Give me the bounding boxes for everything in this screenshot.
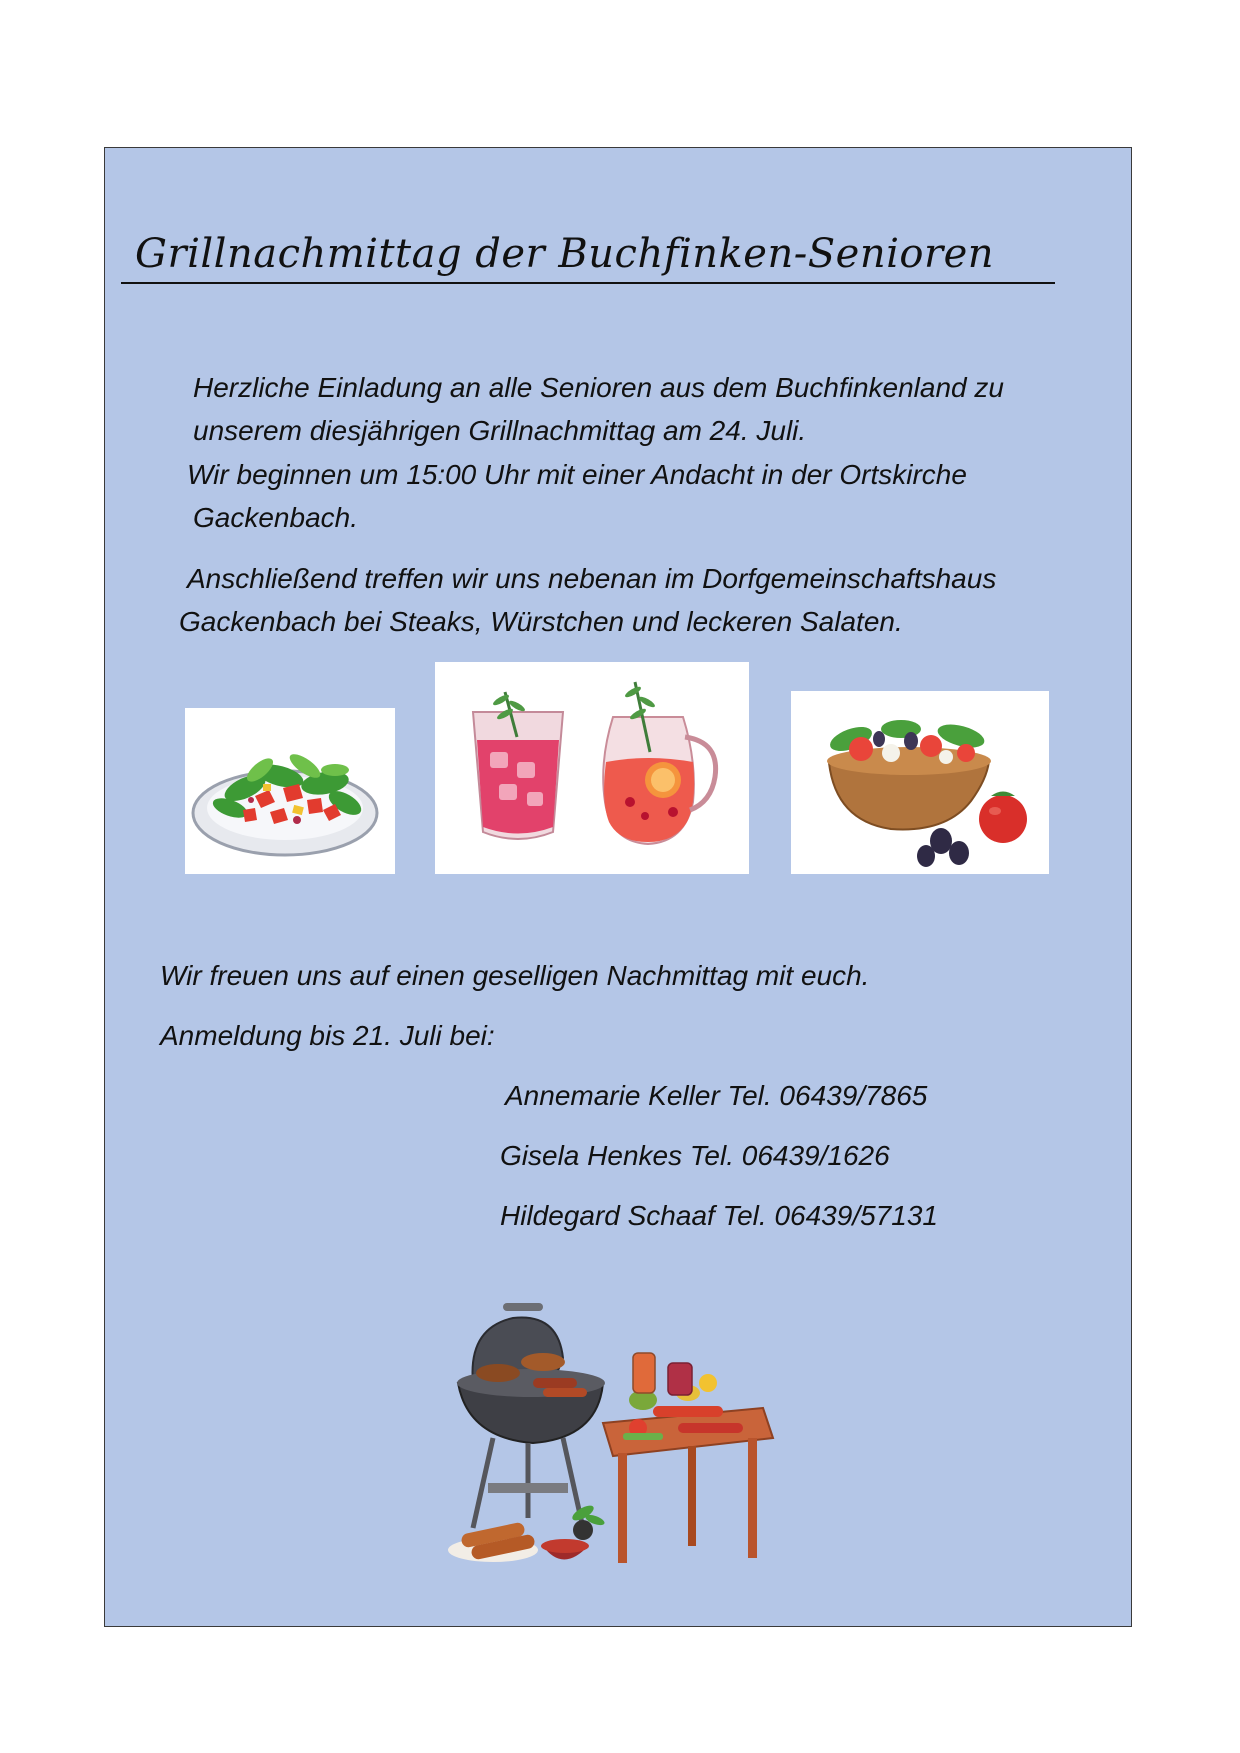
intro-line-2: unserem diesjährigen Grillnachmittag am 24. Juli. [193, 415, 807, 446]
red-drinks-image [435, 662, 749, 874]
salad-bowl-image [791, 691, 1049, 874]
invitation-poster [104, 147, 1132, 1627]
contact-3: Hildegard Schaaf Tel. 06439/57131 [500, 1200, 938, 1231]
poster-title: Grillnachmittag der Buchfinken-Senioren [121, 226, 1055, 284]
intro-line-4: Gackenbach. [193, 502, 358, 533]
greeting-line: Wir freuen uns auf einen geselligen Nachmittag mit euch. [160, 960, 870, 991]
barbecue-grill-image [443, 1288, 803, 1578]
contact-1: Annemarie Keller Tel. 06439/7865 [505, 1080, 928, 1111]
intro-line-1: Herzliche Einladung an alle Senioren aus dem Buchfinkenland zu [193, 372, 1004, 403]
details-line-2: Gackenbach bei Steaks, Würstchen und leckeren Salaten. [179, 606, 903, 637]
salad-plate-image [185, 708, 395, 874]
registration-label: Anmeldung bis 21. Juli bei: [160, 1020, 495, 1051]
details-line-1: Anschließend treffen wir uns nebenan im Dorfgemeinschaftshaus [187, 563, 997, 594]
intro-line-3: Wir beginnen um 15:00 Uhr mit einer Andacht in der Ortskirche [187, 459, 967, 490]
contact-2: Gisela Henkes Tel. 06439/1626 [500, 1140, 890, 1171]
